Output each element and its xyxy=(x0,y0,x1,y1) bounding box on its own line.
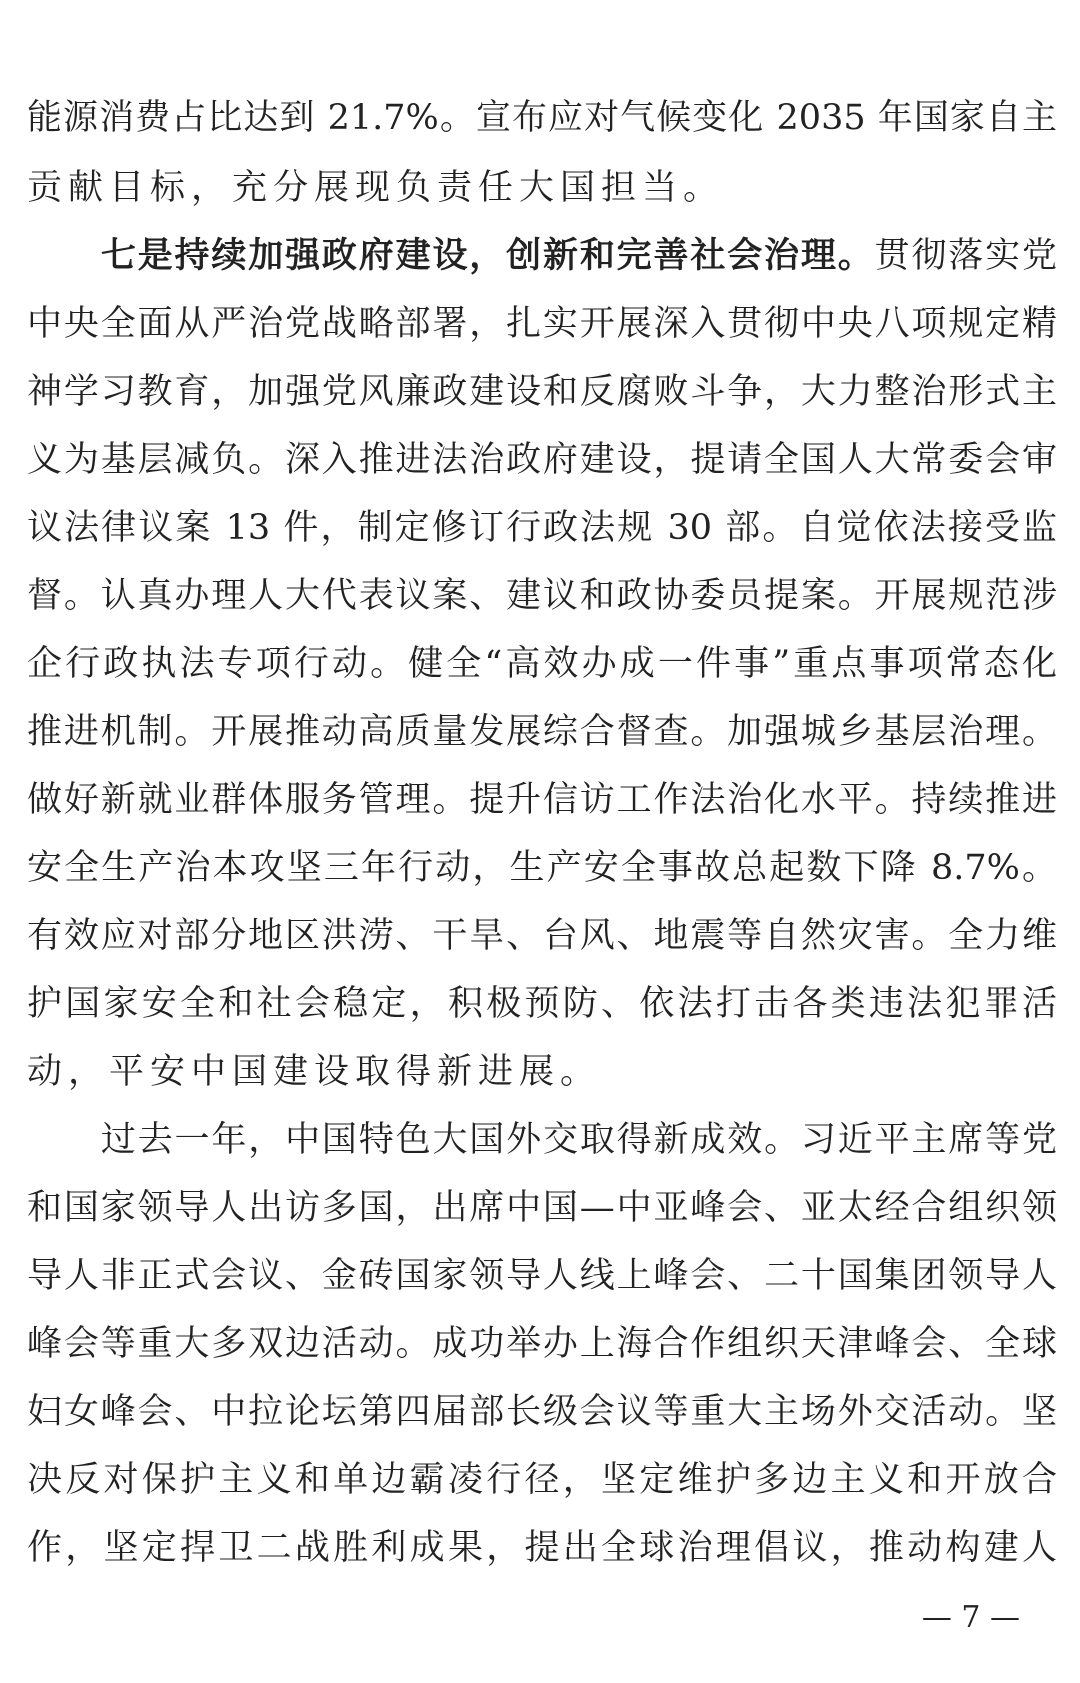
text-line: 动，平安中国建设取得新进展。 xyxy=(27,1052,602,1092)
text-line: 贡献目标，充分展现负责任大国担当。 xyxy=(27,168,725,208)
text-line: 中央全面从严治党战略部署，扎实开展深入贯彻中央八项规定精 xyxy=(27,304,1057,344)
text-line: 做好新就业群体服务管理。提升信访工作法治化水平。持续推进 xyxy=(27,780,1057,820)
lead-text: 贯彻落实党 xyxy=(874,236,1057,276)
text-line: 能源消费占比达到 21.7%。宣布应对气候变化 2035 年国家自主 xyxy=(27,98,1057,138)
bold-heading-text: 七是持续加强政府建设，创新和完善社会治理。 xyxy=(99,235,875,276)
lead-text: 过去一年，中国特色大国外交取得新成效。习近平主席等党 xyxy=(99,1120,1057,1160)
page-number: — 7 — xyxy=(921,1600,1020,1635)
text-line: 企行政执法专项行动。健全“高效办成一件事”重点事项常态化 xyxy=(27,644,1057,684)
text-line: 和国家领导人出访多国，出席中国—中亚峰会、亚太经合组织领 xyxy=(27,1188,1057,1228)
text-line: 推进机制。开展推动高质量发展综合督查。加强城乡基层治理。 xyxy=(27,712,1057,752)
text-line: 作，坚定捍卫二战胜利成果，提出全球治理倡议，推动构建人 xyxy=(27,1528,1057,1568)
text-line: 决反对保护主义和单边霸凌行径，坚定维护多边主义和开放合 xyxy=(27,1460,1057,1500)
text-line: 导人非正式会议、金砖国家领导人线上峰会、二十国集团领导人 xyxy=(27,1256,1057,1296)
text-line: 督。认真办理人大代表议案、建议和政协委员提案。开展规范涉 xyxy=(27,576,1057,616)
text-line: 峰会等重大多双边活动。成功举办上海合作组织天津峰会、全球 xyxy=(27,1324,1057,1364)
text-line: 妇女峰会、中拉论坛第四届部长级会议等重大主场外交活动。坚 xyxy=(27,1392,1057,1432)
text-line: 义为基层减负。深入推进法治政府建设，提请全国人大常委会审 xyxy=(27,440,1057,480)
paragraph-lead-line xyxy=(27,1110,1057,1170)
text-line: 神学习教育，加强党风廉政建设和反腐败斗争，大力整治形式主 xyxy=(27,372,1057,412)
text-line: 议法律议案 13 件，制定修订行政法规 30 部。自觉依法接受监 xyxy=(27,508,1057,548)
text-line: 护国家安全和社会稳定，积极预防、依法打击各类违法犯罪活 xyxy=(27,984,1057,1024)
text-line: 安全生产治本攻坚三年行动，生产安全事故总起数下降 8.7%。 xyxy=(27,848,1057,888)
paragraph-lead-line xyxy=(27,226,1057,286)
text-line: 有效应对部分地区洪涝、干旱、台风、地震等自然灾害。全力维 xyxy=(27,916,1057,956)
